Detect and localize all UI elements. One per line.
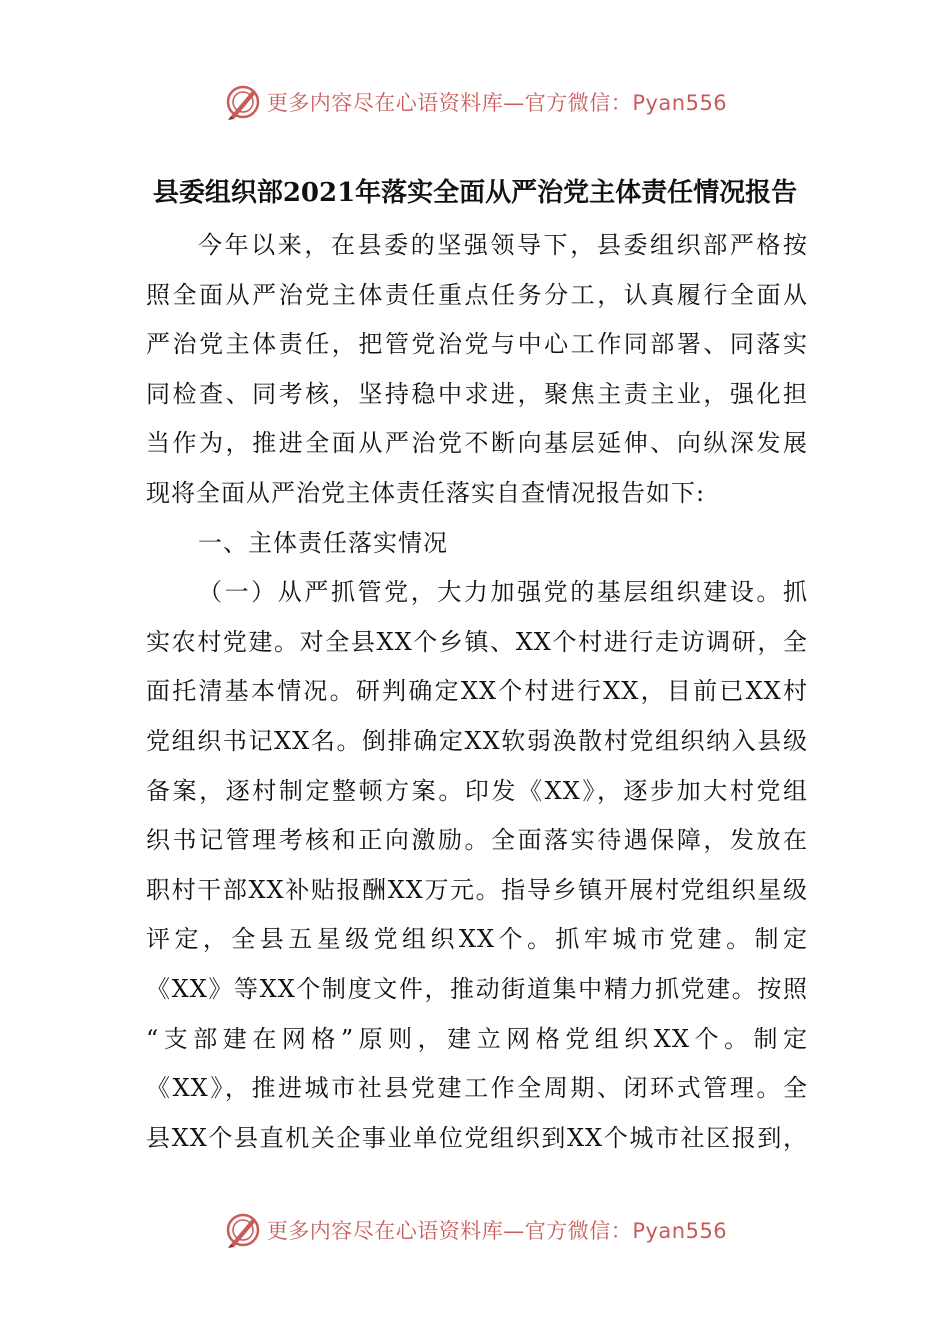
footer-banner	[0, 1208, 950, 1252]
para2-line: 织书记管理考核和正向激励。全面落实待遇保障，发放在	[146, 826, 808, 855]
header-banner	[0, 80, 950, 124]
wechat-id: Pyan556	[632, 91, 728, 115]
para2-line: 县XX个县直机关企事业单位党组织到XX个城市社区报到，	[146, 1123, 808, 1152]
pen-logo-icon	[223, 1210, 263, 1250]
banner-label: 更多内容尽在心语资料库—官方微信：	[266, 1219, 633, 1243]
pen-logo-icon	[223, 82, 263, 122]
page-title: 县委组织部2021年落实全面从严治党主体责任情况报告	[152, 178, 798, 208]
banner-text	[267, 87, 727, 117]
para2-line: 备案，逐村制定整顿方案。印发《XX》，逐步加大村党组	[146, 776, 808, 805]
para1-line: 当作为，推进全面从严治党不断向基层延伸、向纵深发展	[146, 429, 808, 458]
banner-label: 更多内容尽在心语资料库—官方微信：	[266, 91, 633, 115]
para2-line: 职村干部XX补贴报酬XX万元。指导乡镇开展村党组织星级	[146, 875, 808, 904]
para2-line: 《XX》，推进城市社县党建工作全周期、闭环式管理。全	[146, 1074, 808, 1103]
para2-line: “支部建在网格”原则，建立网格党组织XX个。制定	[146, 1024, 808, 1053]
para1-line: 照全面从严治党主体责任重点任务分工，认真履行全面从	[146, 280, 808, 309]
para1-line: 同检查、同考核，坚持稳中求进，聚焦主责主业，强化担	[146, 379, 808, 408]
para1-line: 今年以来，在县委的坚强领导下，县委组织部严格按	[198, 231, 808, 259]
para2-line: 党组织书记XX名。倒排确定XX软弱涣散村党组织纳入县级	[146, 726, 808, 755]
para2-line: 面托清基本情况。研判确定XX个村进行XX，目前已XX村	[146, 677, 808, 706]
para2-line: 《XX》等XX个制度文件，推动街道集中精力抓党建。按照	[146, 974, 808, 1003]
para1-line: 现将全面从严治党主体责任落实自查情况报告如下:	[146, 478, 706, 507]
section-heading: 一、主体责任落实情况	[198, 528, 448, 557]
para2-line: 实农村党建。对全县XX个乡镇、XX个村进行走访调研，全	[146, 627, 808, 656]
wechat-id: Pyan556	[632, 1219, 728, 1243]
para1-line: 严治党主体责任，把管党治党与中心工作同部署、同落实	[146, 330, 808, 359]
banner-text	[267, 1215, 727, 1245]
para2-line: （一）从严抓管党，大力加强党的基层组织建设。抓	[198, 578, 808, 607]
para2-line: 评定，全县五星级党组织XX个。抓牢城市党建。制定	[146, 925, 808, 954]
document-body	[146, 221, 808, 1163]
